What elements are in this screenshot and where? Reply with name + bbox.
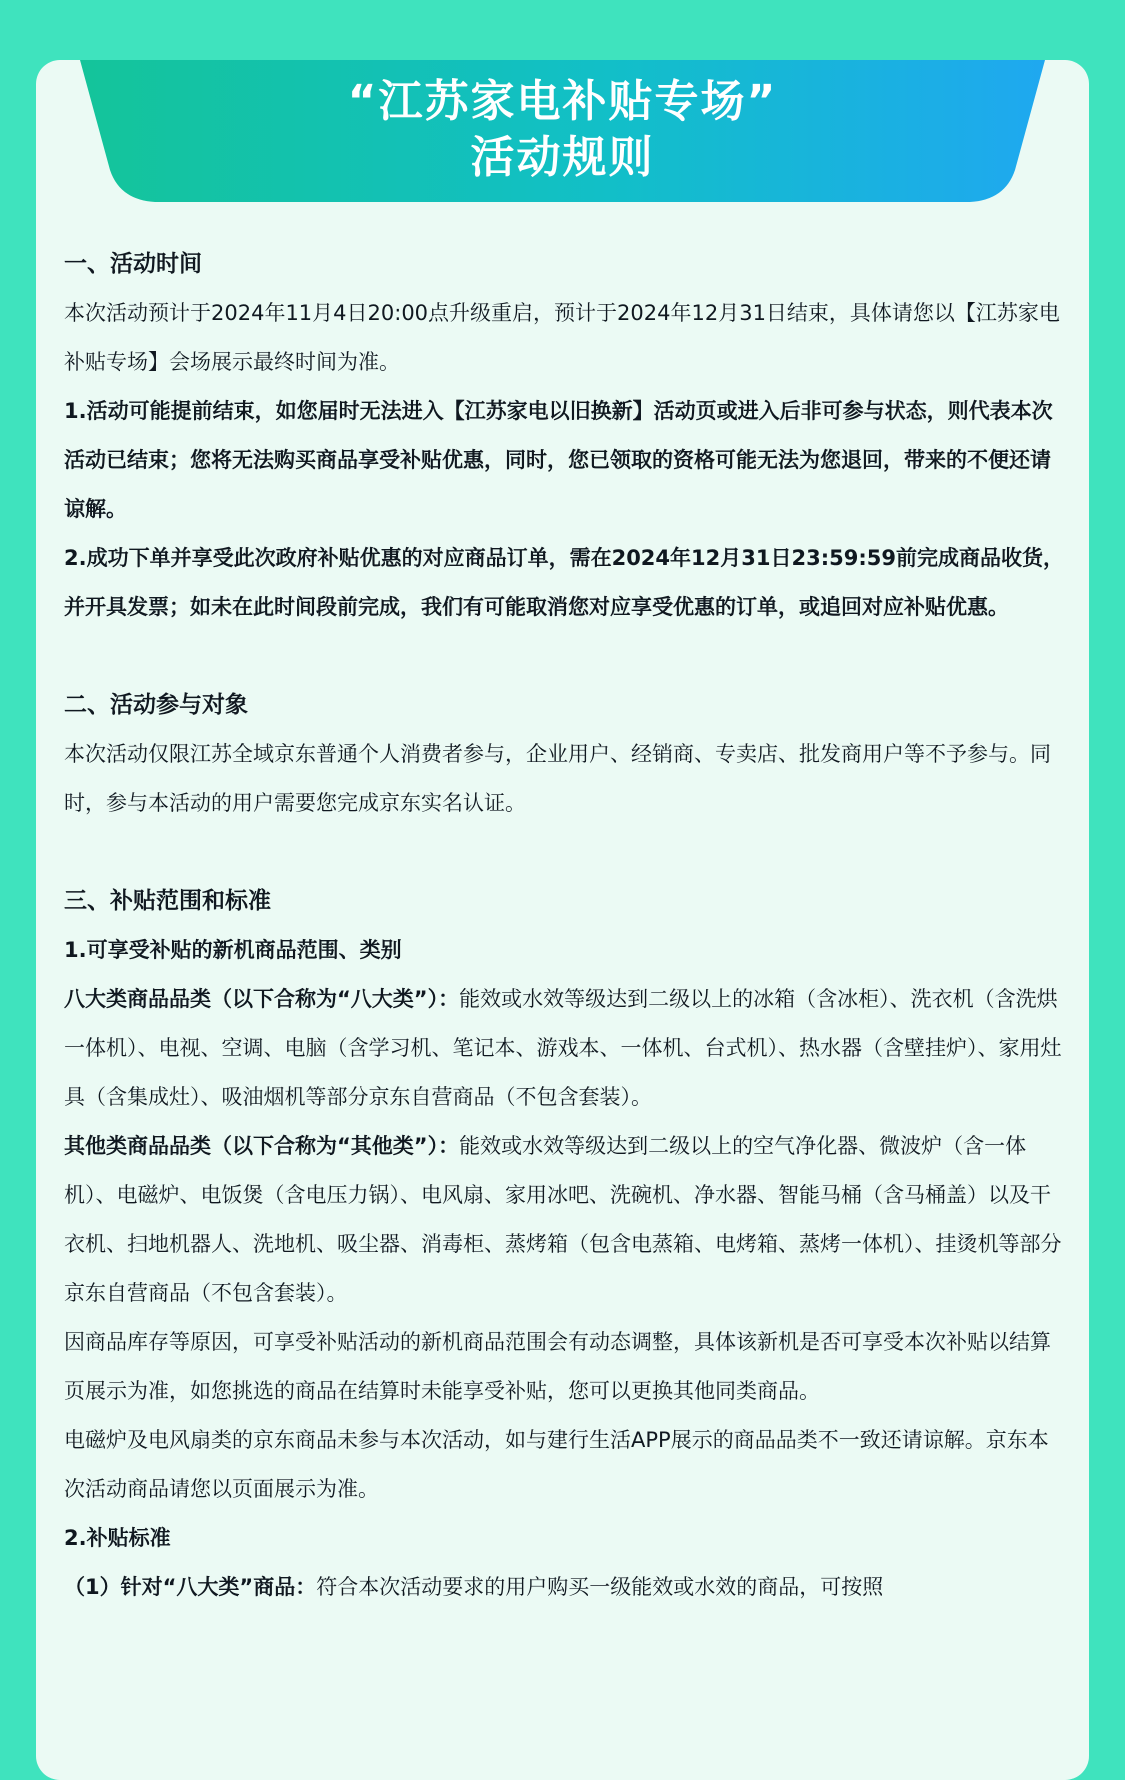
- other-categories-paragraph: [64, 1122, 1064, 1318]
- eight-categories-label: 八大类商品品类（以下合称为“八大类”）：: [64, 987, 460, 1011]
- subheading-product-scope: 1.可享受补贴的新机商品范围、类别: [64, 938, 402, 962]
- section-heading-time: 一、活动时间: [64, 251, 202, 277]
- page-title-line-2: 活动规则: [470, 132, 655, 183]
- induction-fan-notice-paragraph: 电磁炉及电风扇类的京东商品未参与本次活动，如与建行生活APP展示的商品品类不一致还请谅解。京东本次活动商品请您以页面展示为准。: [64, 1428, 1049, 1501]
- participants-paragraph: 本次活动仅限江苏全域京东普通个人消费者参与，企业用户、经销商、专卖店、批发商用户等不予参与。同时，参与本活动的用户需要您完成京东实名认证。: [64, 742, 1051, 815]
- section-spacer: [64, 828, 1064, 877]
- delivery-deadline-notice: 2.成功下单并享受此次政府补贴优惠的对应商品订单，需在2024年12月31日23:59:59前完成商品收货，并开具发票；如未在此时间段前完成，我们有可能取消您对应享受优惠的订单，或追回对应补贴优惠。: [64, 546, 1064, 619]
- title-banner: [80, 60, 1045, 204]
- section-spacer: [64, 632, 1064, 681]
- early-end-notice: 1.活动可能提前结束，如您届时无法进入【江苏家电以旧换新】活动页或进入后非可参与状态，则代表本次活动已结束；您将无法购买商品享受补贴优惠，同时，您已领取的资格可能无法为您退回，带来的不便还请谅解。: [64, 399, 1053, 521]
- eight-categories-paragraph: [64, 975, 1064, 1122]
- page-title: [80, 74, 1045, 186]
- standard-eight-categories-label: （1）针对“八大类”商品：: [64, 1575, 317, 1599]
- page-title-line-1: “江苏家电补贴专场”: [347, 76, 778, 127]
- other-categories-label: 其他类商品品类（以下合称为“其他类”）：: [64, 1134, 460, 1158]
- rules-content: [64, 240, 1064, 1612]
- rules-card: [36, 60, 1089, 1780]
- standard-eight-categories-text: 符合本次活动要求的用户购买一级能效或水效的商品，可按照: [316, 1575, 884, 1599]
- subheading-subsidy-standard: 2.补贴标准: [64, 1526, 171, 1550]
- section-heading-scope: 三、补贴范围和标准: [64, 888, 271, 914]
- stock-notice-paragraph: 因商品库存等原因，可享受补贴活动的新机商品范围会有动态调整，具体该新机是否可享受本次补贴以结算页展示为准，如您挑选的商品在结算时未能享受补贴，您可以更换其他同类商品。: [64, 1330, 1051, 1403]
- standard-eight-categories-paragraph: [64, 1563, 1064, 1612]
- other-categories-text: 能效或水效等级达到二级以上的空气净化器、微波炉（含一体机）、电磁炉、电饭煲（含电压力锅）、电风扇、家用冰吧、洗碗机、净水器、智能马桶（含马桶盖）以及干衣机、扫地机器人、洗地机、吸尘器、消毒柜、蒸烤箱（包含电蒸箱、电烤箱、蒸烤一体机）、挂烫机等部分京东自营商品（不包含套装）。: [64, 1134, 1062, 1305]
- section-heading-participants: 二、活动参与对象: [64, 692, 248, 718]
- eight-categories-text: 能效或水效等级达到二级以上的冰箱（含冰柜）、洗衣机（含洗烘一体机）、电视、空调、电脑（含学习机、笔记本、游戏本、一体机、台式机）、热水器（含壁挂炉）、家用灶具（含集成灶）、吸油烟机等部分京东自营商品（不包含套装）。: [64, 987, 1062, 1109]
- time-paragraph: 本次活动预计于2024年11月4日20:00点升级重启，预计于2024年12月31日结束，具体请您以【江苏家电补贴专场】会场展示最终时间为准。: [64, 301, 1060, 374]
